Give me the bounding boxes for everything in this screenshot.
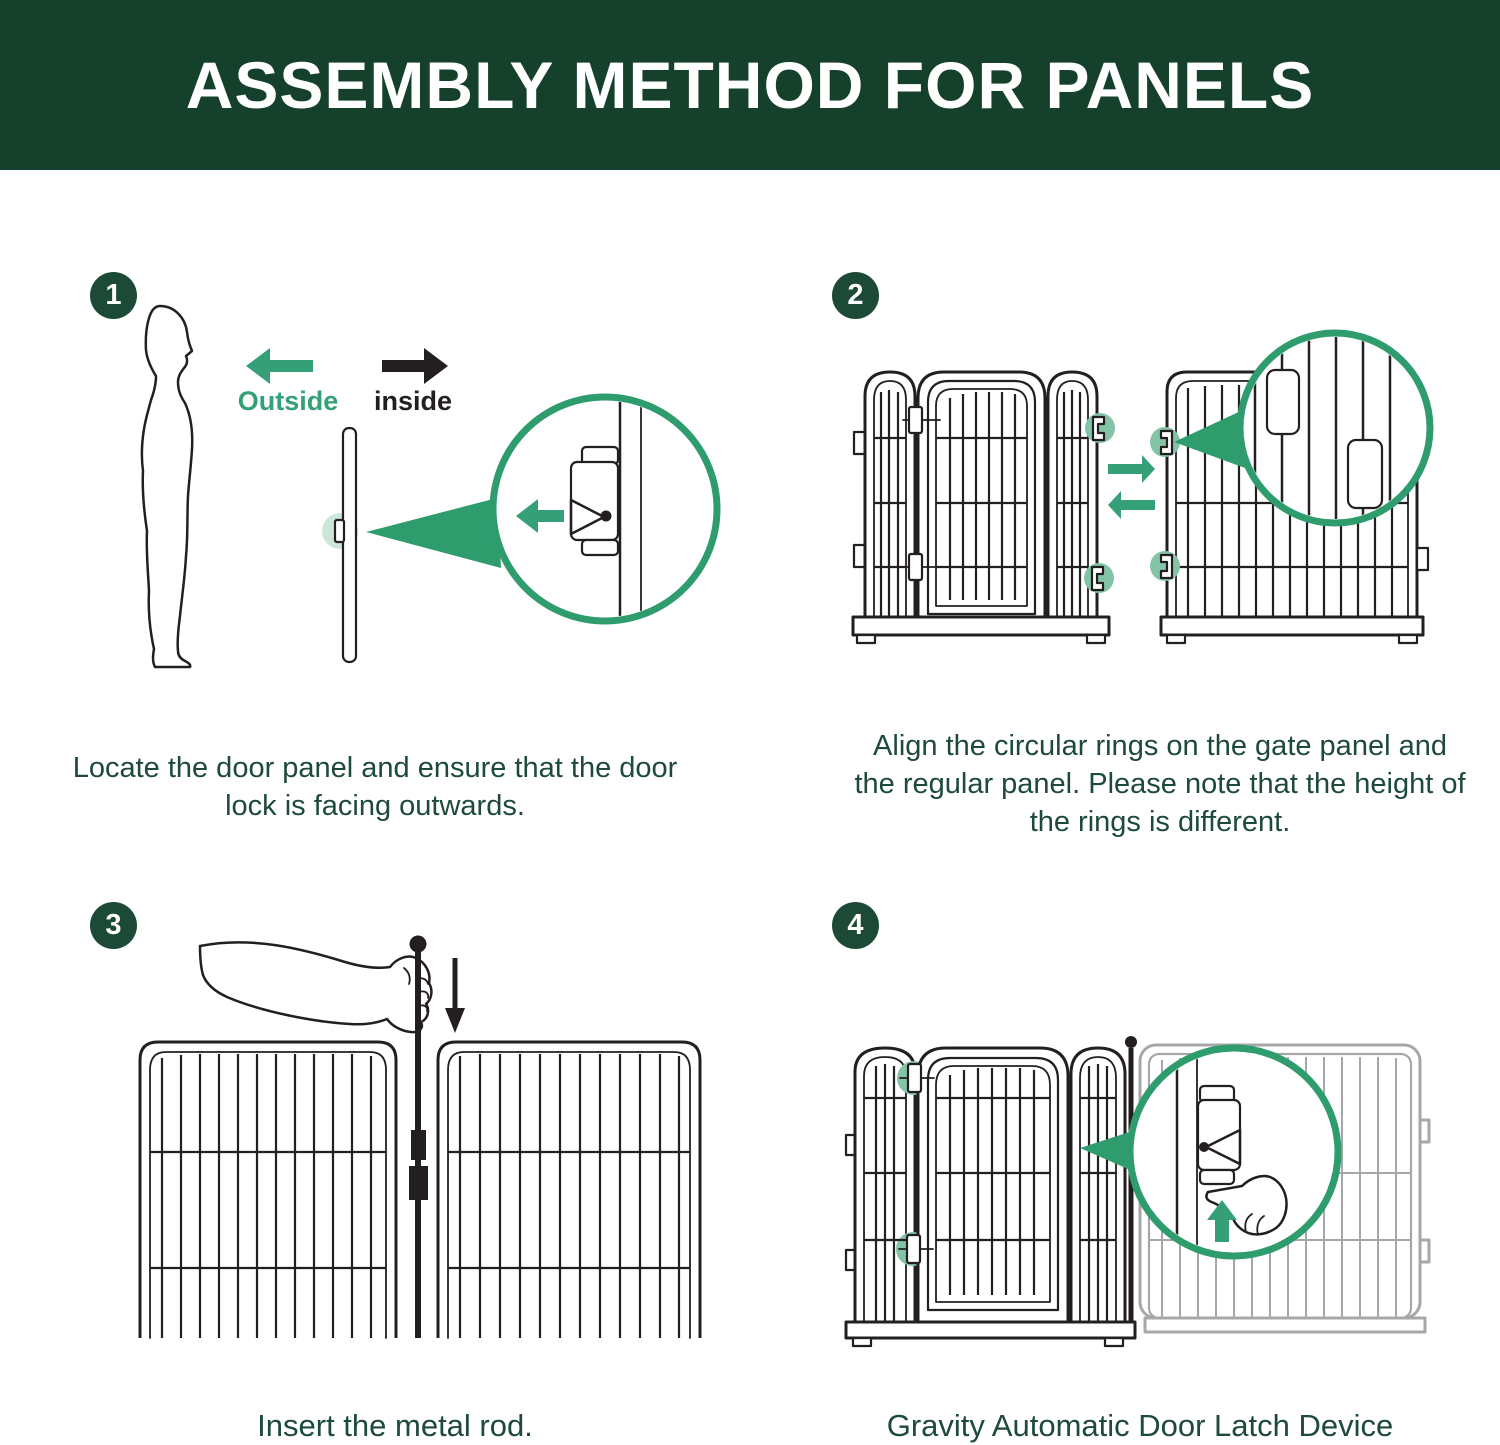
header-banner: [0, 0, 1500, 170]
step-3-section: [0, 880, 750, 1443]
join-direction-arrows-icon: [1108, 455, 1155, 519]
hand-gripping-rod: [200, 942, 431, 1032]
step-4-caption: Gravity Automatic Door Latch Device: [886, 1408, 1394, 1443]
step-4-section: [750, 880, 1500, 1443]
step-1-caption: Locate the door panel and ensure that the door lock is facing outwards.: [72, 752, 678, 822]
metal-rod: [409, 936, 428, 1339]
inside-label: inside: [373, 386, 453, 416]
step-1-illustration: [0, 170, 750, 715]
step-2-caption: Align the circular rings on the gate panel and the regular panel. Please note that the height of the rings is different.: [854, 730, 1466, 838]
step-3-badge: 3: [90, 902, 137, 949]
step-1-badge: 1: [90, 272, 137, 319]
step-2-illustration: [750, 170, 1500, 695]
page-title: ASSEMBLY METHOD FOR PANELS: [185, 48, 1315, 122]
left-panel: [140, 1042, 396, 1338]
outside-label: Outside: [237, 386, 339, 416]
step-4-illustration: [750, 880, 1500, 1418]
step-2-section: [750, 170, 1500, 880]
door-lock-detail: [571, 447, 618, 555]
door-lock-magnifier: [366, 397, 717, 622]
door-panel-side-view: [322, 428, 358, 662]
step-1-section: [0, 170, 750, 880]
outside-arrow-icon: [246, 348, 313, 384]
person-silhouette: [142, 306, 192, 667]
inside-arrow-icon: [382, 348, 448, 384]
step-2-badge: 2: [832, 272, 879, 319]
push-down-arrow-icon: [445, 958, 465, 1033]
gate-panel: [853, 372, 1115, 643]
gravity-latch-detail: [1198, 1086, 1240, 1184]
gate-panel: [846, 1048, 1135, 1346]
step-3-illustration: [0, 880, 750, 1418]
step-4-badge: 4: [832, 902, 879, 949]
step-3-caption: Insert the metal rod.: [257, 1408, 533, 1443]
right-panel: [438, 1042, 700, 1338]
